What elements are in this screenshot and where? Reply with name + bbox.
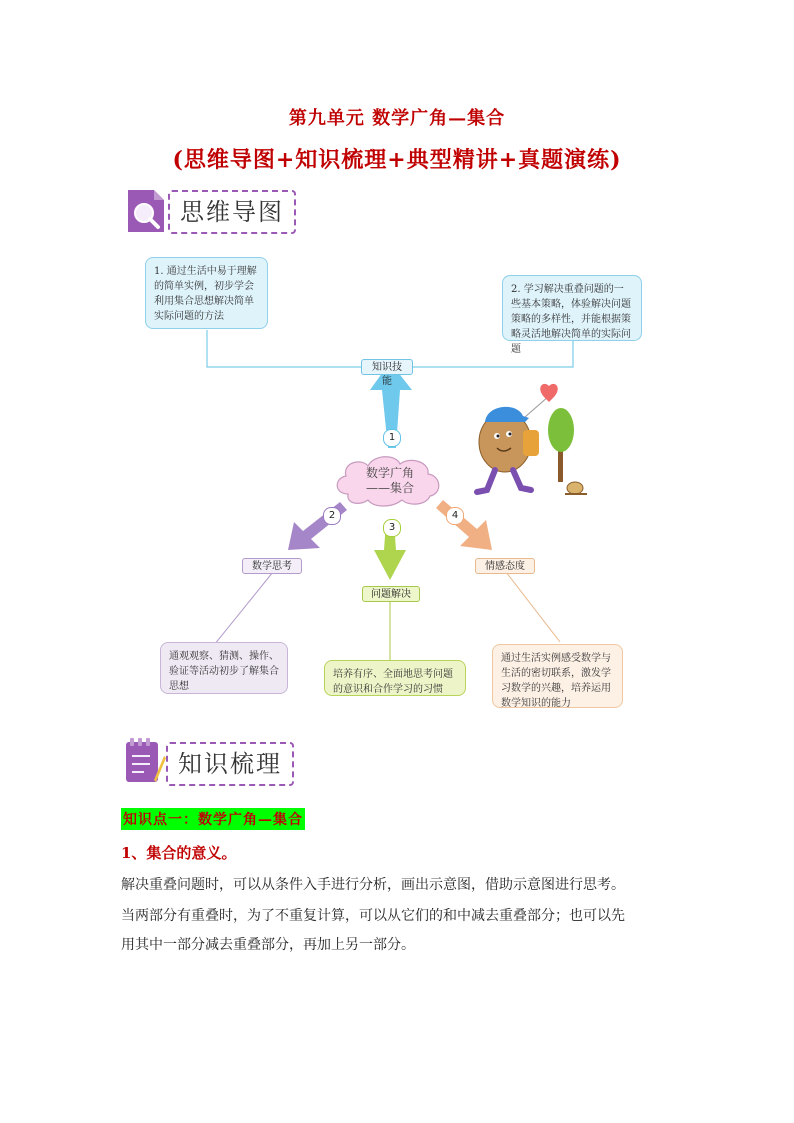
section-header-knowledge [122, 736, 166, 790]
section-header-mindmap [124, 186, 168, 240]
knowledge-subtitle: 1、集合的意义。 [121, 844, 237, 862]
tag-knowledge-skill: 知识技能 [361, 359, 413, 375]
leaf-problem: 培养有序、全面地思考问题的意识和合作学习的习惯 [324, 660, 466, 696]
tag-problem-solving: 问题解决 [362, 586, 420, 602]
leaf-skill-1: 1. 通过生活中易于理解的简单实例，初步学会利用集合思想解决简单实际问题的方法 [145, 257, 268, 329]
center-line-1: 数学广角 [365, 466, 414, 480]
leaf-skill-2: 2. 学习解决重叠问题的一些基本策略，体验解决问题策略的多样性，并能根据策略灵活地解决简单的实际问题 [502, 275, 642, 341]
tag-emotion-attitude: 情感态度 [475, 558, 535, 574]
center-line-2: ——集合 [365, 481, 414, 495]
section-label-knowledge: 知识梳理 [166, 742, 294, 786]
knowledge-paragraph-1: 解决重叠问题时，可以从条件入手进行分析，画出示意图，借助示意图进行思考。 [121, 877, 625, 893]
section-label-mindmap: 思维导图 [168, 190, 296, 234]
center-node [330, 466, 450, 496]
knowledge-point-title: 知识点一：数学广角—集合 [121, 808, 305, 830]
magnifier-document-icon [124, 186, 168, 236]
leaf-emotion: 通过生活实例感受数学与生活的密切联系，激发学习数学的兴趣，培养运用数学知识的能力 [492, 644, 623, 708]
branch-number-1: 1 [383, 429, 401, 447]
tag-math-thinking: 数学思考 [242, 558, 302, 574]
page-title: 第九单元 数学广角—集合 [288, 108, 506, 129]
leaf-thinking: 通观观察、猜测、操作、验证等活动初步了解集合思想 [160, 642, 288, 694]
branch-number-2: 2 [323, 507, 341, 525]
knowledge-paragraph-2: 当两部分有重叠时，为了不重复计算，可以从它们的和中减去重叠部分；也可以先 [121, 908, 625, 924]
branch-number-4: 4 [446, 507, 464, 525]
notebook-pencil-icon [122, 736, 166, 786]
page-subtitle: (思维导图+知识梳理+典型精讲+真题演练) [172, 147, 622, 173]
cartoon-potato-illustration [465, 382, 600, 507]
knowledge-paragraph-3: 用其中一部分减去重叠部分，再加上另一部分。 [121, 937, 415, 953]
branch-number-3: 3 [383, 519, 401, 537]
